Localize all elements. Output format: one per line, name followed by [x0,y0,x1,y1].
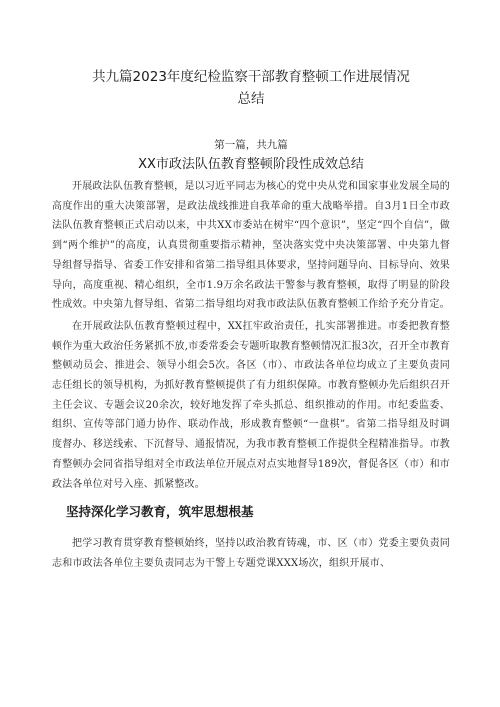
body-paragraph-2: 在开展政法队伍教育整顿过程中，XX扛牢政治责任，扎实部署推进。市委把教育整顿作为重大政治任务紧抓不放,市委常委会专题听取教育整顿情况汇报3次，召开全市教育整顿动员会、推进会、领导小组会5次。各区（市）、市政法各单位均成立了主要负责同志任组长的领导机构，为抓好教育整顿提供了有力组织保障。市教育整顿办先后组织召开主任会议、专题会议20余次，较好地发挥了牵头抓总、组织推动的作用。市纪委监委、组织、宣传等部门通力协作、联动作战，形成教育整顿“一盘棋”。省第二指导组及时调度督办、移送线索、下沉督导、通报情况，为我市教育整顿工作提供全程精准指导。市教育整顿办会同省指导组对全市政法单位开展点对点实地督导189次，督促各区（市）和市政法各单位对号入座、抓紧整改。 [52,320,450,490]
part-label: 第一篇，共九篇 [214,139,288,151]
document-title-line-1: 共九篇2023年度纪检监察干部教育整顿工作进展情况 [92,69,410,85]
document-title [52,0,450,110]
document-title-line-2: 总结 [237,91,265,107]
body-paragraph-3: 把学习教育贯穿教育整顿始终，坚持以政治教育铸魂，市、区（市）党委主要负责同志和市政法各单位主要负责同志为干警上专题党课XXX场次，组织开展市、 [52,538,450,569]
section-heading: 坚持深化学习教育，筑牢思想根基 [66,504,254,520]
body-paragraph-1: 开展政法队伍教育整顿，是以习近平同志为核心的党中央从党和国家事业发展全局的高度作出的重大决策部署，是政法战线推进自我革命的重大战略举措。自3月1日全市政法队伍教育整顿正式启动以来，中共XX市委站在树牢“四个意识”，坚定“四个自信”，做到“两个维护”的高度，认真贯彻重要指示精神，坚决落实党中央决策部署、中央第九督导组督导指导、省委工作安排和省第二指导组具体要求，坚持问题导向、目标导向、效果导向，高度重视、精心组织，全市1.9万余名政法干警参与教育整顿，取得了明显的阶段性成效。中央第九督导组、省第二指导组均对我市政法队伍教育整顿工作给予充分肯定。 [52,181,450,311]
section-title: XX市政法队伍教育整顿阶段性成效总结 [138,157,364,172]
